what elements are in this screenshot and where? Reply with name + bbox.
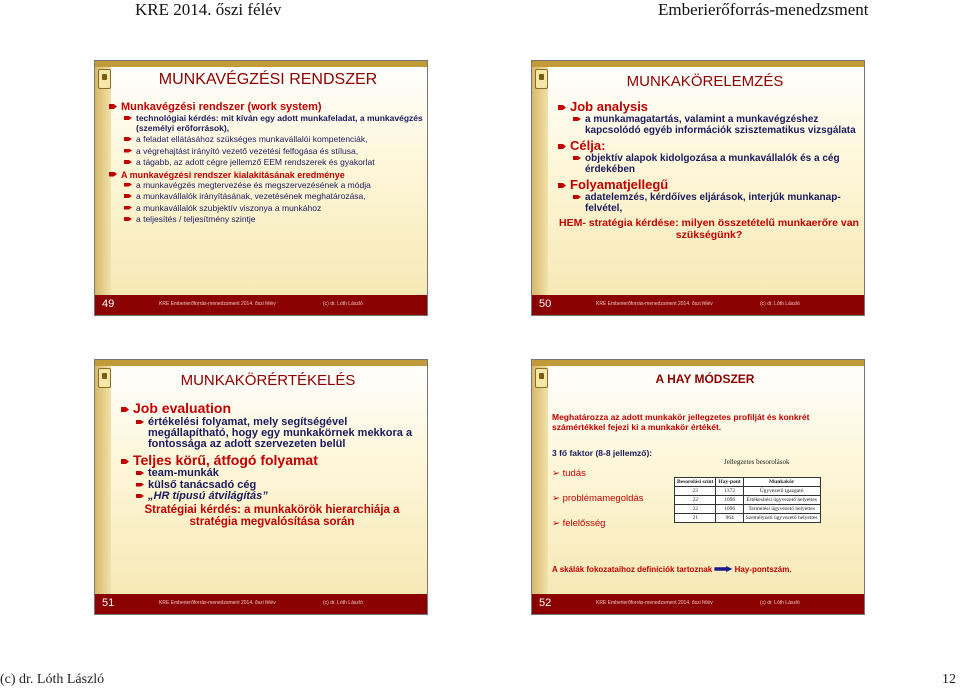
slide-footer [532, 594, 864, 614]
factor-list [552, 468, 682, 529]
arrow-bullet-icon [124, 149, 132, 153]
footer-text: KRE Emberierőforrás-menedzsment 2014. őszi félév [159, 301, 276, 307]
slide-body [109, 101, 423, 227]
slide-title: A HAY MÓDSZER [655, 372, 755, 386]
university-logo-icon [535, 368, 548, 388]
bullet-item: a munkavállalók irányításának, vezetésének meghatározása, [124, 192, 423, 202]
arrow-bullet-icon [124, 194, 132, 198]
footer-author: (c) dr. Lóth László [323, 301, 363, 307]
slide-49 [94, 60, 428, 316]
bullet-item: Célja: [558, 138, 860, 153]
slide-number: 52 [539, 597, 552, 609]
bullet-item: a munkamagatartás, valamint a munkavégzéshez kapcsolódó egyéb információk szisztematikus vizsgálata [573, 115, 860, 136]
arrow-bullet-icon [124, 116, 132, 120]
footer-text: KRE Emberierőforrás-menedzsment 2014. őszi félév [596, 600, 713, 606]
slide-body [121, 400, 423, 528]
arrow-bullet-icon [558, 105, 566, 110]
arrow-bullet-icon [136, 494, 144, 498]
slide-50 [531, 60, 865, 316]
slide-number: 50 [539, 298, 552, 310]
closing-question: HEM- stratégia kérdése: milyen összetételű munkaerőre van szükségünk? [559, 217, 859, 241]
arrow-bullet-icon [109, 104, 117, 109]
bullet-item: értékelési folyamat, mely segítségével megállapítható, hogy egy munkakörnek mekkora a fontossága az adott szervezeten belül [136, 417, 423, 450]
arrow-bullet-icon [124, 137, 132, 141]
bullet-item: a munkavállalók szubjektív viszonya a munkához [124, 204, 423, 214]
intro-text: Meghatározza az adott munkakör jellegzetes profilját és konkrét számértékkel fejezi ki a munkakör értékét. [552, 412, 810, 432]
arrow-bullet-icon [124, 206, 132, 210]
footer-text: KRE Emberierőforrás-menedzsment 2014. őszi félév [159, 600, 276, 606]
bullet-item: objektív alapok kidolgozása a munkavállalók és a cég érdekében [573, 154, 860, 175]
arrow-bullet-icon [121, 459, 129, 464]
slide-body [558, 99, 860, 241]
factor-item: ➢ problémamegoldás [552, 493, 644, 504]
bullet-item: A munkavégzési rendszer kialakításának eredménye [109, 170, 423, 180]
arrow-bullet-icon [558, 144, 566, 149]
table-header-cell: Munkakör [743, 478, 820, 487]
slide-52 [531, 359, 865, 615]
triangle-bullet-icon: ➢ [552, 493, 563, 504]
factors-title: 3 fő faktor (8-8 jellemző): [552, 448, 653, 458]
bullet-item: a teljesítés / teljesítmény szintje [124, 215, 423, 225]
bullet-item: Teljes körű, átfogó folyamat [121, 452, 423, 468]
university-logo-icon [98, 368, 111, 388]
table-row: 22 1096 Értékesítési ügyvezető helyettes [675, 496, 821, 505]
table-header-cell: Hay-pont [716, 478, 743, 487]
table-row: 21 964 Személyzeti ügyvezető helyettes [675, 514, 821, 523]
bullet-item: „HR típusú átvilágítás” [136, 492, 423, 502]
slide-footer [532, 295, 864, 315]
hay-table [674, 477, 821, 523]
footer-author: (c) dr. Lóth László [760, 600, 800, 606]
arrow-bullet-icon [136, 471, 144, 475]
bullet-item: a tágabb, az adott cégre jellemző EEM rendszerek és gyakorlat [124, 158, 423, 168]
university-logo-icon [98, 69, 111, 89]
bullet-item: a feladat ellátásához szükséges munkavállalói kompetenciák, [124, 135, 423, 145]
factor-item: ➢ felelősség [552, 518, 606, 529]
arrow-bullet-icon [124, 160, 132, 164]
triangle-bullet-icon: ➢ [552, 468, 563, 479]
slide-footer [95, 594, 427, 614]
bullet-item: adatelemzés, kérdőíves eljárások, interjúk munkanap-felvétel, [573, 193, 860, 214]
slide-footer [95, 295, 427, 315]
table-header-cell: Besorolási szint [675, 478, 716, 487]
slide-51 [94, 359, 428, 615]
arrow-bullet-icon [109, 172, 117, 177]
bullet-item: a munkavégzés megtervezése és megszervezésének a módja [124, 181, 423, 191]
arrow-bullet-icon [573, 195, 581, 199]
bullet-item: külső tanácsadó cég [136, 481, 423, 491]
closing-question: Stratégiai kérdés: a munkakörök hierarchiája a stratégia megvalósítása során [144, 503, 400, 528]
bullet-item: Folyamatjellegű [558, 177, 860, 192]
slide-number: 49 [102, 298, 115, 310]
table-row: 23 1372 Ügyvezető igazgató [675, 487, 821, 496]
table-row: 22 1096 Termelési ügyvezető helyettes [675, 505, 821, 514]
bullet-item: team-munkák [136, 469, 423, 479]
table-caption: Jellegzetes besorolások [724, 458, 790, 466]
footer-text: KRE Emberierőforrás-menedzsment 2014. őszi félév [596, 301, 713, 307]
bullet-item: Job analysis [558, 99, 860, 114]
bullet-item: technológiai kérdés: mit kíván egy adott munkafeladat, a munkavégzés (személyi erőforrások), [124, 114, 423, 133]
bullet-item: Munkavégzési rendszer (work system) [109, 101, 423, 113]
bullet-item: Job evaluation [121, 400, 423, 416]
footer-author: (c) dr. Lóth László [760, 301, 800, 307]
arrow-bullet-icon [136, 420, 144, 424]
footer-author: (c) dr. Lóth László [323, 600, 363, 606]
header-left: KRE 2014. őszi félév [135, 0, 282, 19]
arrow-bullet-icon [136, 483, 144, 487]
bottom-strip-right: 12 [942, 672, 956, 687]
bullet-item: a végrehajtást irányító vezető vezetési felfogása és stílusa, [124, 147, 423, 157]
factor-item: ➢ tudás [552, 468, 586, 479]
arrow-bullet-icon [124, 183, 132, 187]
bottom-strip-left: (c) dr. Lóth László [0, 672, 105, 687]
slide-number: 51 [102, 597, 115, 609]
slide-title: MUNKAVÉGZÉSI RENDSZER [158, 71, 378, 88]
arrow-bullet-icon [573, 156, 581, 160]
university-logo-icon [535, 69, 548, 89]
header-right: Emberierőforrás-menedzsment [658, 0, 869, 19]
arrow-bullet-icon [558, 183, 566, 188]
table-header-row [675, 478, 821, 487]
arrow-right-icon [714, 566, 732, 572]
arrow-bullet-icon [573, 117, 581, 121]
arrow-bullet-icon [124, 217, 132, 221]
slide-title: MUNKAKÖRELEMZÉS [626, 73, 784, 90]
arrow-bullet-icon [121, 407, 129, 412]
scale-note: A skálák fokozataihoz definíciók tartoznak Hay-pontszám. [552, 565, 792, 574]
slide-title: MUNKAKÖRÉRTÉKELÉS [180, 372, 356, 389]
triangle-bullet-icon: ➢ [552, 518, 563, 529]
